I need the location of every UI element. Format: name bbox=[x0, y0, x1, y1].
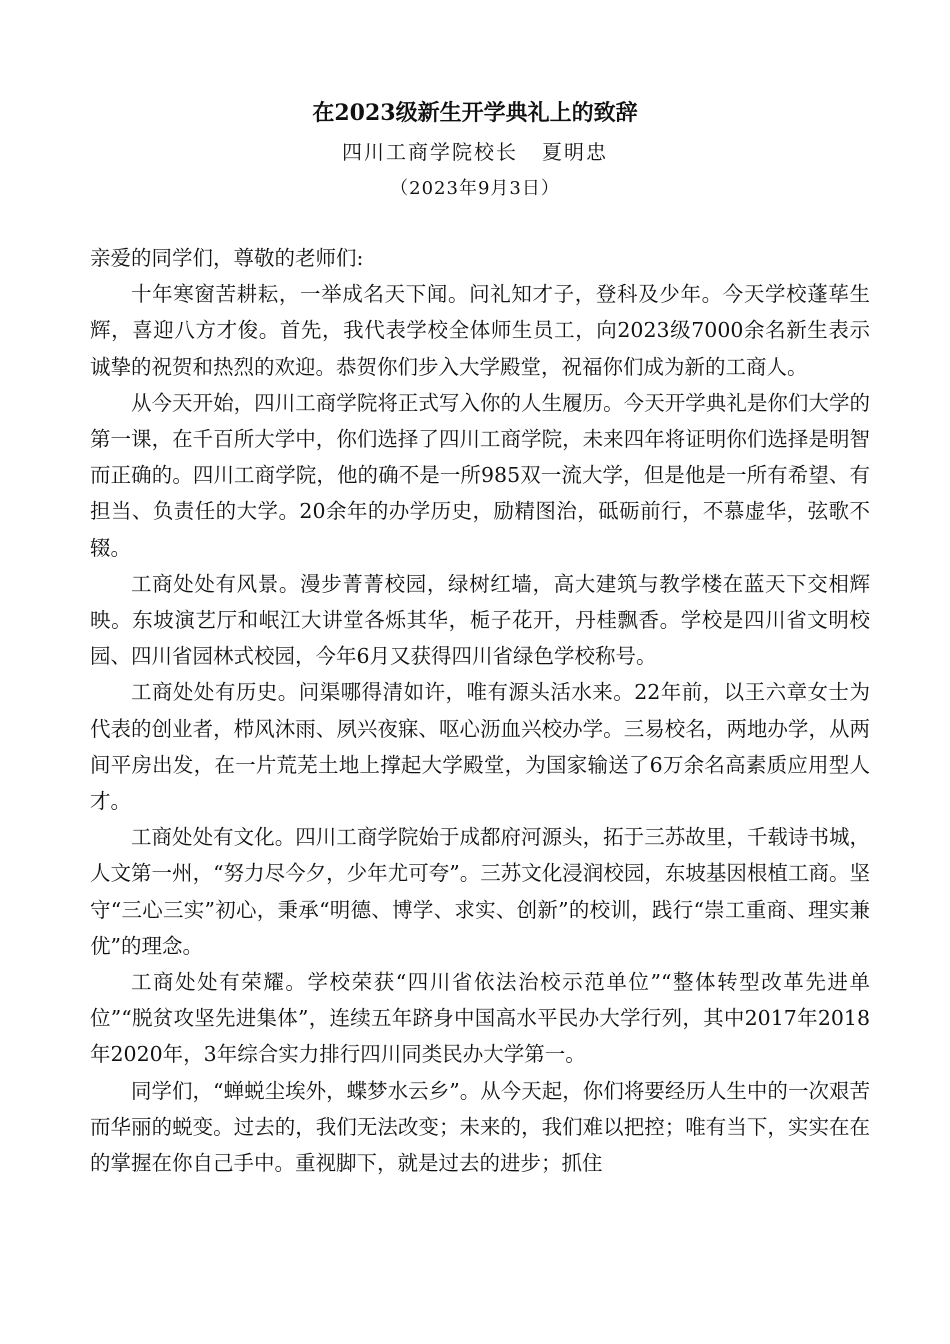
paragraph: 工商处处有风景。漫步菁菁校园，绿树红墙，高大建筑与教学楼在蓝天下交相辉映。东坡演艺厅和岷江大讲堂各烁其华，栀子花开，丹桂飘香。学校是四川省文明校园、四川省园林式校园，今年6月又获得四川省绿色学校称号。 bbox=[90, 571, 870, 669]
paragraph: 工商处处有荣耀。学校荣获“四川省依法治校示范单位”“整体转型改革先进单位”“脱贫攻坚先进集体”，连续五年跻身中国高水平民办大学行列，其中2017年2018年2020年，3年综合实力排行四川同类民办大学第一。 bbox=[90, 970, 870, 1067]
author-role: 四川工商学院校长 bbox=[342, 140, 518, 164]
paragraph: 工商处处有文化。四川工商学院始于成都府河源头，拓于三苏故里，千载诗书城，人文第一州，“努力尽今夕，少年尤可夸”。三苏文化浸润校园，东坡基因根植工商。坚守“三心三实”初心，秉承“明德、博学、求实、创新”的校训，践行“崇工重商、理实兼优”的理念。 bbox=[90, 825, 870, 958]
speech-date: （2023年9月3日） bbox=[390, 178, 560, 199]
paragraph: 工商处处有历史。问渠哪得清如许，唯有源头活水来。22年前，以王六章女士为代表的创业者，栉风沐雨、夙兴夜寐、呕心沥血兴校办学。三易校名，两地办学，从两间平房出发，在一片荒芜土地上撑起大学殿堂，为国家输送了6万余名高素质应用型人才。 bbox=[90, 680, 870, 814]
paragraph: 同学们，“蝉蜕尘埃外，蝶梦水云乡”。从今天起，你们将要经历人生中的一次艰苦而华丽的蜕变。过去的，我们无法改变；未来的，我们难以把控；唯有当下，实实在在的掌握在你自己手中。重视脚下，就是过去的进步；抓住 bbox=[90, 1078, 870, 1176]
salutation: 亲爱的同学们，尊敬的老师们: bbox=[90, 246, 364, 270]
paragraph: 从今天开始，四川工商学院将正式写入你的人生履历。今天开学典礼是你们大学的第一课，在千百所大学中，你们选择了四川工商学院，未来四年将证明你们选择是明智而正确的。四川工商学院，他的确不是一所985双一流大学，但是他是一所有希望、有担当、负责任的大学。20余年的办学历史，励精图治，砥砺前行，不慕虚华，弦歌不辍。 bbox=[90, 390, 870, 560]
author-line bbox=[0, 136, 950, 165]
author-name: 夏明忠 bbox=[542, 140, 608, 164]
document-title: 在2023级新生开学典礼上的致辞 bbox=[312, 100, 638, 126]
speech-body bbox=[90, 240, 870, 1181]
paragraph: 十年寒窗苦耕耘，一举成名天下闻。问礼知才子，登科及少年。今天学校蓬荜生辉，喜迎八方才俊。首先，我代表学校全体师生员工，向2023级7000余名新生表示诚挚的祝贺和热烈的欢迎。恭贺你们步入大学殿堂，祝福你们成为新的工商人。 bbox=[90, 282, 870, 379]
